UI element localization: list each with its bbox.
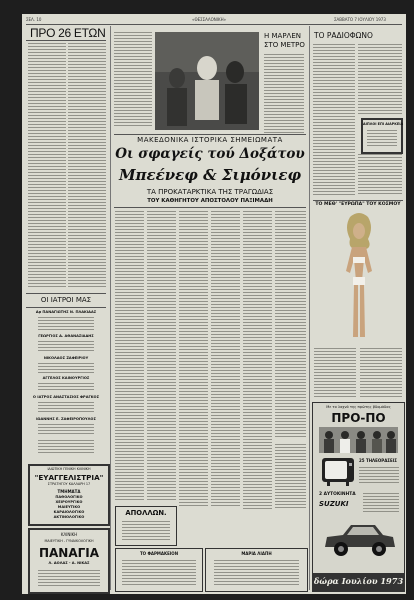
doctor-details <box>38 402 94 414</box>
subheadline: ΤΑ ΠΡΟΚΑΤΑΡΚΤΙΚΑ ΤΗΣ ΤΡΑΓΩΔΙΑΣ <box>146 188 274 196</box>
article-text-col-4 <box>211 211 240 507</box>
newspaper-page <box>22 14 406 594</box>
clinic-evangelistria-ad <box>28 464 110 526</box>
model-photo <box>328 211 390 345</box>
doctor-details <box>38 383 94 392</box>
doctor-details <box>38 440 94 454</box>
left-article-text-b <box>68 43 106 288</box>
byline: ΤΟΥ ΚΑΘΗΓΗΤΟΥ ΑΠΟΣΤΟΛΟΥ ΠΑΞΙΜΑΔΗ <box>147 198 273 204</box>
maria-liapi-text <box>214 560 299 586</box>
pharmacy-text <box>122 560 196 586</box>
clinic-address: ΣΤΡΑΤΗΓΟΥ ΚΑΛΛΑΡΗ 17 <box>47 482 91 486</box>
propo-footer-band <box>313 573 404 591</box>
pharmacy-ad <box>115 548 203 592</box>
headline-line-2: Μπεένεφ & Σιμόνιεφ <box>118 166 302 184</box>
doctor-details <box>38 363 94 373</box>
newspaper-name: «ΘΕΣΣΑΛΟΝΙΚΗ» <box>192 17 227 22</box>
prize-car-text <box>363 493 399 513</box>
byline-rule <box>114 207 306 208</box>
article-photo <box>155 32 259 130</box>
column-divider <box>309 26 310 590</box>
doctor-entry: Ο ΙΑΤΡΟΣ ΑΝΑΣΤΑΣΙΟΣ ΦΡΑΓΚΟΣ <box>32 395 100 399</box>
clinic-name: ΠΑΝΑΓΙΑ <box>38 546 100 560</box>
doctor-entry: ΝΙΚΟΛΑΟΣ ΖΑΦΕΙΡΙΟΥ <box>43 356 89 360</box>
left-rule <box>26 40 106 41</box>
radio-schedule-c <box>358 154 402 196</box>
apollon-text <box>122 521 170 541</box>
department-item: ΜΑΙΕΥΤΙΚΟ <box>57 505 81 509</box>
department-item: ΧΕΙΡΟΥΡΓΙΚΟ <box>55 500 83 504</box>
article-text-col-2 <box>147 211 176 501</box>
radio-info-text <box>367 130 397 148</box>
radio-schedule-b <box>358 44 402 116</box>
article-text-col-6 <box>275 211 306 439</box>
small-table-text <box>114 32 152 127</box>
doctors-rule-2 <box>26 307 106 308</box>
marlen-title-2: ΣΤΟ ΜΕΤΡΟ <box>264 41 305 49</box>
department-item: ΑΚΤΙΝΟΛΟΓΙΚΟ <box>53 515 85 519</box>
radio-info-title: ΔΙΠΛΟΙ ΕΠΙ ΔΙΑΡΚΕΙΑ <box>363 122 404 126</box>
tv-icon <box>321 457 355 487</box>
issue-date: ΣΑΒΒΑΤΟ 7 ΙΟΥΛΙΟΥ 1973 <box>334 17 386 22</box>
article-text-col-1 <box>115 211 144 501</box>
doctor-entry: ΑΓΓΕΛΟΣ ΚΑΙΝΟΥΡΓΙΟΣ <box>42 376 90 380</box>
left-article-text-a <box>28 43 66 288</box>
doctor-entry: ΓΕΩΡΓΙΟΣ Δ. ΑΘΑΝΑΣΙΑΔΗΣ <box>38 334 94 338</box>
doctor-entry: Δρ ΠΑΝΑΓΙΩΤΗΣ Ν. ΠΛΑΚΙΔΑΣ <box>35 310 97 314</box>
radio-schedule-a <box>313 44 355 196</box>
radio-title: ΤΟ ΡΑΔΙΟΦΩΝΟ <box>314 31 373 40</box>
propo-tagline: Με το λαχνό της πρώτης βδομάδας <box>326 405 391 409</box>
clinic-type: ΙΔΙΩΤΙΚΗ ΓΕΝΙΚΗ ΚΛΙΝΙΚΗ <box>47 467 91 471</box>
radio-info-box <box>361 118 403 154</box>
departments-heading: ΤΜΗΜΑΤΑ <box>57 489 81 494</box>
clinic-specialty: ΜΑΙΕΥΤΙΚΗ - ΓΥΝΑΙΚΟΛΟΓΙΚΗ <box>44 539 94 543</box>
film-text-b <box>360 348 402 398</box>
film-title: ΤΟ ΜΕΘ' "ΕΥΡΩΠΑ" ΤΟΥ ΚΟΣΜΟΥ <box>315 202 401 207</box>
prize-tv-text <box>359 467 399 483</box>
prize-tv-label: 25 ΤΗΛΕΟΡΑΣΕΙΣ <box>359 458 397 463</box>
maria-liapi-ad <box>205 548 308 592</box>
prize-car-label: 2 ΑΥΤΟΚΙΝΗΤΑ <box>319 492 356 497</box>
marlen-title-1: Η ΜΑΡΛΕΝ <box>264 32 301 40</box>
propo-footer: δώρα Ιουλίου 1973 <box>313 576 404 586</box>
doctor-details <box>38 317 94 331</box>
article-text-col-5 <box>243 211 272 511</box>
article-text-col-3 <box>179 211 208 507</box>
column-divider <box>110 26 111 590</box>
clinic-panagia-ad <box>28 528 110 594</box>
headline-line-1: Οι σφαγείς τού Δοξάτου <box>115 146 305 162</box>
propo-ad <box>312 402 405 592</box>
doctors-rule <box>26 293 106 294</box>
clinic-type: ΚΛΙΝΙΚΗ <box>60 532 78 537</box>
pharmacy-title: ΤΟ ΦΑΡΜΑΚΕΙΟΝ <box>139 551 179 556</box>
car-icon <box>321 517 397 561</box>
propo-logo: ΠΡΟ-ΠΟ <box>331 411 386 425</box>
header-rule <box>26 24 402 25</box>
department-item: ΚΑΡΔΙΟΛΟΓΙΚΟ <box>53 510 85 514</box>
photo-image <box>155 32 259 130</box>
maria-liapi-title: ΜΑΡΙΑ ΛΙΑΠΗ <box>241 551 272 556</box>
doctors-title: ΟΙ ΙΑΤΡΟΙ ΜΑΣ <box>40 296 92 304</box>
section-rule <box>114 134 306 135</box>
clinic-name: "ΕΥΑΓΓΕΛΙΣΤΡΙΑ" <box>34 473 104 482</box>
doctor-details <box>38 341 94 353</box>
film-text-a <box>314 348 356 398</box>
section-label: ΜΑΚΕΔΟΝΙΚΑ ΙΣΤΟΡΙΚΑ ΣΗΜΕΙΩΜΑΤΑ <box>137 136 283 144</box>
page-number: ΣΕΛ. 10 <box>26 17 42 22</box>
people-photo <box>319 427 398 453</box>
article-text-col-6b <box>275 444 306 510</box>
doctor-entry: ΙΩΑΝΝΗΣ Ε. ΖΑΦΕΙΡΟΠΟΥΛΟΣ <box>36 417 96 421</box>
column-title-26-years: ΠΡΟ 26 ΕΤΩΝ <box>30 26 106 40</box>
apollon-title: ΑΠΟΛΛΩΝ. <box>125 509 167 517</box>
department-item: ΠΑΘΟΛΟΓΙΚΟ <box>55 495 83 499</box>
apollon-ad <box>115 506 177 546</box>
clinic-details <box>38 570 100 586</box>
film-rule <box>313 200 403 201</box>
suzuki-logo: SUZUKI <box>319 500 349 508</box>
doctor-details <box>38 424 94 436</box>
marlen-text <box>264 54 304 134</box>
clinic-doctors: Λ. ΔΟΛΑΣ - Α. ΝΙΚΑΣ <box>48 561 90 565</box>
